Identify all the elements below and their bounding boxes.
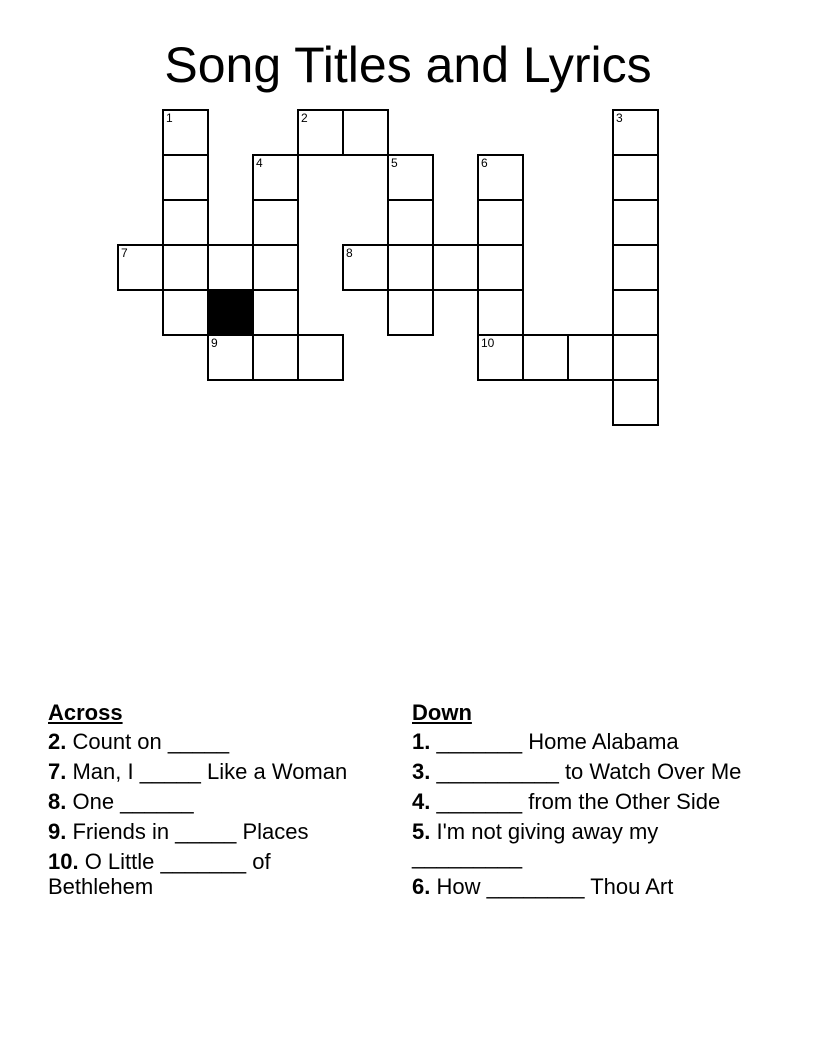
crossword-cell[interactable] xyxy=(612,199,659,246)
crossword-cell[interactable] xyxy=(387,199,434,246)
crossword-cell[interactable] xyxy=(252,289,299,336)
down-clues xyxy=(412,700,742,904)
across-clue xyxy=(48,849,368,899)
clue-number: 4. xyxy=(412,789,431,814)
down-clue xyxy=(412,729,742,754)
down-clue xyxy=(412,789,742,814)
crossword-cell[interactable] xyxy=(252,244,299,291)
crossword-cell[interactable] xyxy=(342,244,389,291)
down-clue xyxy=(412,759,742,784)
cell-number: 3 xyxy=(616,111,623,125)
clue-number: 10. xyxy=(48,849,79,874)
crossword-cell[interactable] xyxy=(387,289,434,336)
cell-number: 5 xyxy=(391,156,398,170)
cell-number: 4 xyxy=(256,156,263,170)
crossword-cell[interactable] xyxy=(207,334,254,381)
crossword-cell[interactable] xyxy=(162,244,209,291)
crossword-cell[interactable] xyxy=(162,154,209,201)
clue-text: __________ to Watch Over Me xyxy=(430,759,742,784)
page-title: Song Titles and Lyrics xyxy=(164,37,652,93)
crossword-cell[interactable] xyxy=(612,379,659,426)
clue-text: _______ from the Other Side xyxy=(430,789,721,814)
down-clue xyxy=(412,874,742,899)
crossword-black-cell xyxy=(207,289,254,336)
crossword-cell[interactable] xyxy=(477,154,524,201)
crossword-cell[interactable] xyxy=(252,199,299,246)
crossword-cell[interactable] xyxy=(567,334,614,381)
cell-number: 1 xyxy=(166,111,173,125)
down-clue xyxy=(412,819,742,869)
crossword-cell[interactable] xyxy=(162,109,209,156)
crossword-grid xyxy=(0,0,816,440)
down-heading: Down xyxy=(412,700,472,725)
crossword-cell[interactable] xyxy=(612,244,659,291)
across-clues xyxy=(48,700,368,904)
clue-text: I'm not giving away my _________ xyxy=(412,819,659,869)
clue-text: Man, I _____ Like a Woman xyxy=(66,759,348,784)
cell-number: 7 xyxy=(121,246,128,260)
clue-number: 8. xyxy=(48,789,67,814)
clue-number: 3. xyxy=(412,759,431,784)
clue-text: How ________ Thou Art xyxy=(430,874,674,899)
crossword-cell[interactable] xyxy=(207,244,254,291)
cell-number: 9 xyxy=(211,336,218,350)
crossword-cell[interactable] xyxy=(387,154,434,201)
cell-number: 10 xyxy=(481,336,495,350)
across-clue xyxy=(48,729,368,754)
cell-number: 6 xyxy=(481,156,488,170)
across-clue xyxy=(48,819,368,844)
crossword-cell[interactable] xyxy=(477,199,524,246)
crossword-cell[interactable] xyxy=(612,334,659,381)
crossword-cell[interactable] xyxy=(612,289,659,336)
clue-text: O Little _______ of Bethlehem xyxy=(48,849,271,899)
crossword-cell[interactable] xyxy=(162,199,209,246)
crossword-cell[interactable] xyxy=(117,244,164,291)
clue-number: 1. xyxy=(412,729,431,754)
clue-text: Friends in _____ Places xyxy=(66,819,309,844)
crossword-cell[interactable] xyxy=(342,109,389,156)
crossword-cell[interactable] xyxy=(162,289,209,336)
clue-number: 7. xyxy=(48,759,67,784)
crossword-cell[interactable] xyxy=(432,244,479,291)
crossword-cell[interactable] xyxy=(612,154,659,201)
clue-text: One ______ xyxy=(66,789,194,814)
crossword-cell[interactable] xyxy=(612,109,659,156)
clue-number: 5. xyxy=(412,819,431,844)
clue-number: 2. xyxy=(48,729,67,754)
crossword-cell[interactable] xyxy=(252,154,299,201)
crossword-cell[interactable] xyxy=(252,334,299,381)
crossword-cell[interactable] xyxy=(477,244,524,291)
crossword-cell[interactable] xyxy=(297,109,344,156)
clue-text: Count on _____ xyxy=(66,729,230,754)
clue-text: _______ Home Alabama xyxy=(430,729,679,754)
across-clue xyxy=(48,789,368,814)
across-heading: Across xyxy=(48,700,123,725)
crossword-cell[interactable] xyxy=(297,334,344,381)
crossword-cell[interactable] xyxy=(387,244,434,291)
crossword-cell[interactable] xyxy=(477,334,524,381)
crossword-cell[interactable] xyxy=(477,289,524,336)
crossword-cell[interactable] xyxy=(522,334,569,381)
clue-number: 9. xyxy=(48,819,67,844)
across-clue xyxy=(48,759,368,784)
clue-number: 6. xyxy=(412,874,431,899)
cell-number: 2 xyxy=(301,111,308,125)
cell-number: 8 xyxy=(346,246,353,260)
